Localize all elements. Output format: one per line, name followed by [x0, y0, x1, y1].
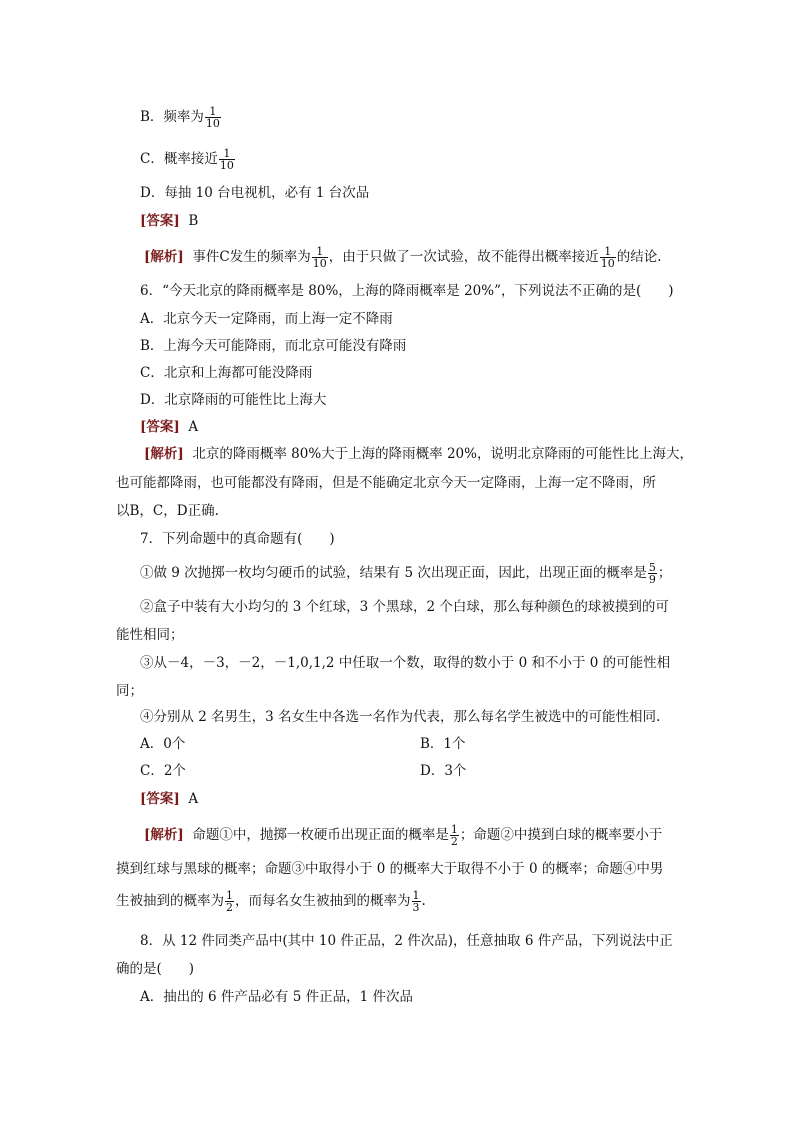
answer-6: [答案] A — [140, 419, 199, 435]
explanation-7-line-3: 生被抽到的概率为 $\frac{1}{2}$ ，而每名女生被抽到的概率为 $\frac{1}{3}$ . — [116, 889, 426, 914]
explanation-5: [解析] 事件C发生的频率为 $\frac{1}{10}$ ，由于只做了一次试验，故不能得出概率接近 $\frac{1}{10}$ 的结论. — [144, 245, 662, 270]
question-7-statement-4: ④分别从 2 名男生，3 名女生中各选一名作为代表，那么每名学生被选中的可能性相同. — [140, 709, 661, 725]
explanation-6-line-1: [解析] 北京的降雨概率 80%大于上海的降雨概率 20%，说明北京降雨的可能性比上海大， — [144, 446, 693, 462]
question-7: 7．下列命题中的真命题有( ) — [140, 531, 335, 547]
question-7-statement-3b: 同； — [116, 683, 143, 699]
answer-7: [答案] A — [140, 791, 199, 807]
question-6-option-b: B．上海今天可能降雨，而北京可能没有降雨 — [140, 338, 407, 354]
option-d-tv: D．每抽 10 台电视机，必有 1 台次品 — [140, 185, 370, 201]
question-7-statement-2b: 能性相同； — [116, 627, 184, 643]
question-8-option-a: A．抽出的 6 件产品必有 5 件正品，1 件次品 — [140, 989, 413, 1005]
answer-tag: [答案] — [140, 213, 180, 229]
answer-tag: [答案] — [140, 419, 180, 435]
explanation-6-line-2: 也可能都降雨，也可能都没有降雨，但是不能确定北京今天一定降雨，上海一定不降雨，所 — [116, 475, 656, 491]
fraction: $\frac{1}{10}$ — [600, 245, 615, 270]
explanation-7-line-2: 摸到红球与黑球的概率；命题③中取得小于 0 的概率大于取得不小于 0 的概率；命题④中男 — [116, 861, 664, 877]
question-7-option-a: A．0个 — [140, 736, 186, 752]
question-7-option-c: C．2个 — [140, 763, 186, 779]
question-7-option-b: B．1个 — [420, 736, 466, 752]
question-7-statement-1: ①做 9 次抛掷一枚均匀硬币的试验，结果有 5 次出现正面，因此，出现正面的概率是 $\frac{5}{9}$ ； — [140, 561, 672, 586]
explanation-tag: [解析] — [144, 446, 184, 462]
option-b-frequency: B．频率为 $\frac{1}{10}$ — [140, 105, 220, 130]
question-8-line-1: 8．从 12 件同类产品中(其中 10 件正品，2 件次品)，任意抽取 6 件产品，下列说法中正 — [140, 933, 673, 949]
explanation-tag: [解析] — [144, 249, 184, 265]
question-7-statement-3a: ③从－4，－3，－2，－1,0,1,2 中任取一个数，取得的数小于 0 和不小于 0 的可能性相 — [140, 655, 671, 671]
explanation-7-line-1: [解析] 命题①中，抛掷一枚硬币出现正面的概率是 $\frac{1}{2}$ ；命题②中摸到白球的概率要小于 — [144, 823, 663, 848]
explanation-6-line-3: 以B，C，D正确. — [116, 503, 219, 519]
option-c-probability: C．概率接近 $\frac{1}{10}$ — [140, 147, 234, 172]
fraction: $\frac{1}{2}$ — [450, 823, 458, 848]
question-6: 6．“今天北京的降雨概率是 80%，上海的降雨概率是 20%”，下列说法不正确的是( ) — [140, 283, 674, 299]
fraction: $\frac{1}{10}$ — [219, 147, 234, 172]
fraction: $\frac{1}{2}$ — [226, 889, 233, 914]
fraction: $\frac{1}{10}$ — [205, 105, 220, 130]
answer-tag: [答案] — [140, 791, 180, 807]
question-6-option-c: C．北京和上海都可能没降雨 — [140, 365, 313, 381]
question-7-statement-2a: ②盒子中装有大小均匀的 3 个红球，3 个黑球，2 个白球，那么每种颜色的球被摸到的可 — [140, 599, 669, 615]
question-6-option-d: D．北京降雨的可能性比上海大 — [140, 392, 327, 408]
fraction: $\frac{1}{10}$ — [312, 245, 327, 270]
question-6-option-a: A．北京今天一定降雨，而上海一定不降雨 — [140, 311, 393, 327]
question-8-line-2: 确的是( ) — [116, 961, 195, 977]
question-7-option-d: D．3个 — [420, 763, 467, 779]
explanation-tag: [解析] — [144, 827, 184, 843]
answer-5: [答案] B — [140, 213, 199, 229]
fraction: $\frac{1}{3}$ — [412, 889, 420, 914]
fraction: $\frac{5}{9}$ — [648, 561, 656, 586]
